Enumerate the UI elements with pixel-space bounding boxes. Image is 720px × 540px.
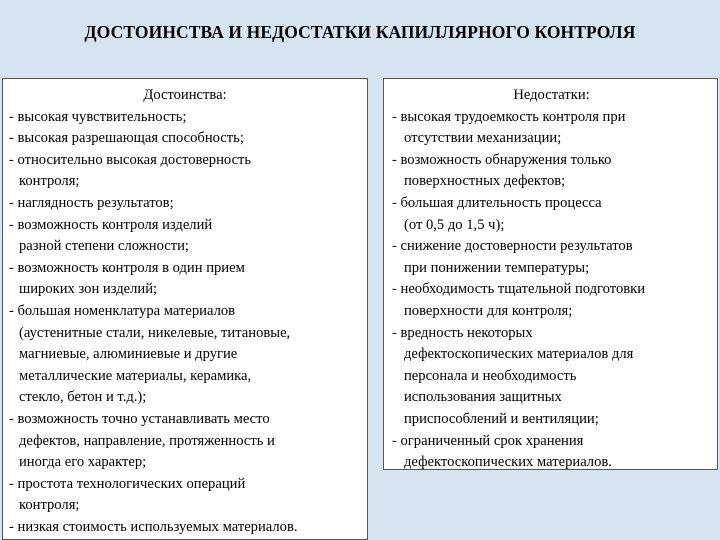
advantages-line: - низкая стоимость используемых материалов.	[9, 518, 298, 535]
advantages-line: стекло, бетон и т.д.);	[19, 389, 147, 406]
disadvantages-line: - снижение достоверности результатов	[392, 238, 633, 255]
advantages-line: - возможность точно устанавливать место	[9, 410, 270, 427]
disadvantages-line: поверхностных дефектов;	[404, 173, 566, 190]
advantages-line: - большая номенклатура материалов	[9, 302, 236, 319]
disadvantages-panel	[383, 78, 718, 470]
disadvantages-line: дефектоскопических материалов.	[404, 454, 612, 471]
advantages-heading: Достоинства:	[143, 87, 227, 103]
disadvantages-line: при понижении температуры;	[404, 259, 590, 276]
disadvantages-line: использования защитных	[404, 389, 562, 406]
advantages-line: - относительно высокая достоверность	[9, 151, 252, 168]
advantages-line: (аустенитные стали, никелевые, титановые,	[19, 324, 291, 341]
disadvantages-line: - возможность обнаружения только	[392, 151, 612, 168]
disadvantages-line: приспособлений и вентиляции;	[404, 410, 599, 427]
disadvantages-line: - ограниченный срок хранения	[392, 432, 584, 449]
advantages-line: контроля;	[19, 173, 80, 190]
advantages-line: - простота технологических операций	[9, 475, 246, 492]
advantages-line: - наглядность результатов;	[9, 194, 174, 211]
disadvantages-line: (от 0,5 до 1,5 ч);	[404, 216, 505, 233]
disadvantages-line: персонала и необходимость	[404, 367, 577, 384]
disadvantages-line: - необходимость тщательной подготовки	[392, 281, 646, 298]
advantages-line: металлические материалы, керамика,	[19, 367, 252, 384]
advantages-line: - высокая чувствительность;	[9, 108, 187, 125]
advantages-line: контроля;	[19, 497, 80, 514]
advantages-line: - возможность контроля изделий	[9, 216, 213, 233]
disadvantages-line: - высокая трудоемкость контроля при	[392, 108, 626, 125]
advantages-line: разной степени сложности;	[19, 238, 189, 255]
advantages-line: - возможность контроля в один прием	[9, 259, 245, 276]
page-title: ДОСТОИНСТВА И НЕДОСТАТКИ КАПИЛЛЯРНОГО КОНТРОЛЯ	[84, 22, 636, 42]
disadvantages-line: поверхности для контроля;	[404, 302, 573, 319]
disadvantages-line: - вредность некоторых	[392, 324, 533, 341]
advantages-line: дефектов, направление, протяженность и	[19, 432, 275, 449]
advantages-line: - высокая разрешающая способность;	[9, 130, 244, 147]
disadvantages-line: дефектоскопических материалов для	[404, 346, 634, 363]
advantages-line: иногда его характер;	[19, 454, 147, 471]
disadvantages-line: - большая длительность процесса	[392, 194, 602, 211]
advantages-line: магниевые, алюминиевые и другие	[19, 346, 238, 363]
advantages-panel	[2, 78, 368, 540]
disadvantages-line: отсутствии механизации;	[404, 130, 562, 147]
disadvantages-heading: Недостатки:	[513, 87, 590, 103]
advantages-line: широких зон изделий;	[19, 281, 158, 298]
